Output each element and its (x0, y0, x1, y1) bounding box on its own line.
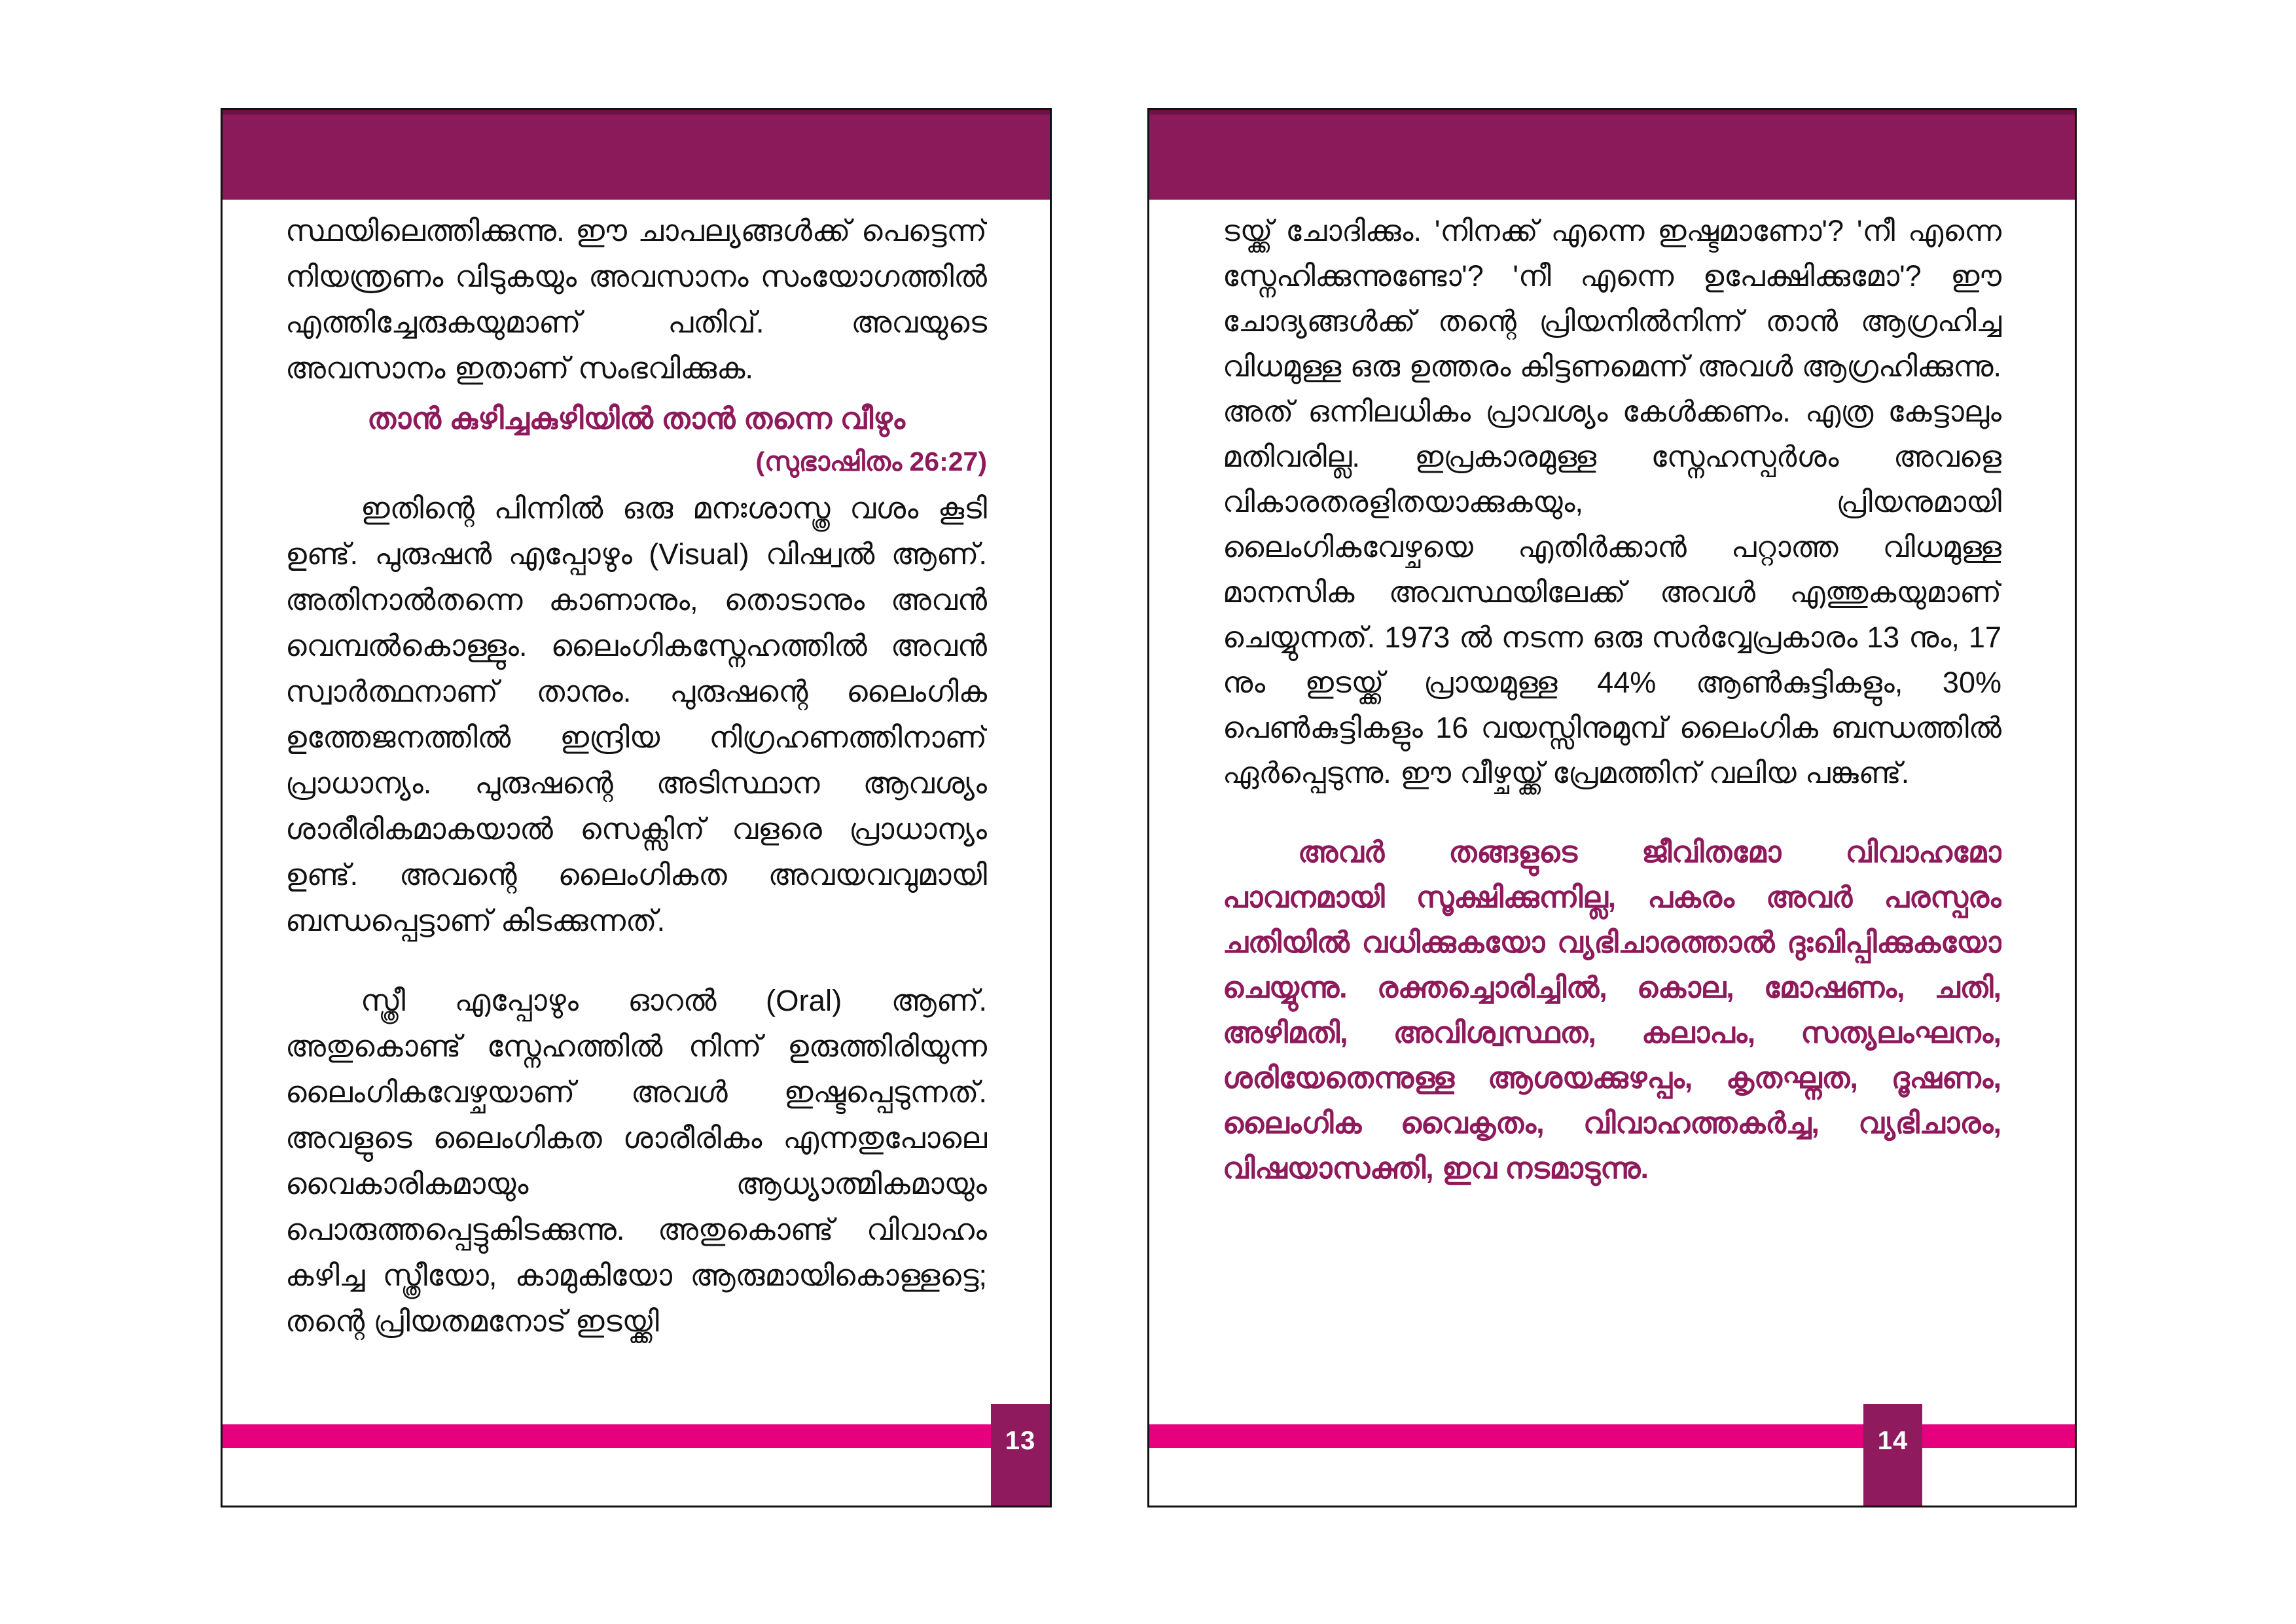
paragraph-accent-warning: അവർ തങ്ങളുടെ ജീവിതമോ വിവാഹമോ പാവനമായി സൂക്ഷിക്കുന്നില്ല, പകരം അവർ പരസ്പരം ചതിയിൽ വധിക്കുകയോ വ്യഭിചാരത്താൽ ദുഃഖിപ്പിക്കുകയോ ചെയ്യുന്നു. രക്തച്ചൊരിച്ചിൽ, കൊല, മോഷണം, ചതി, അഴിമതി, അവിശ്വസ്ഥത, കലാപം, സത്യലംഘനം, ശരിയേതെന്നുള്ള ആശയക്കുഴപ്പം, കൃതഘ്നത, ദൂഷണം, ലൈംഗിക വൈകൃതം, വിവാഹത്തകർച്ച, വ്യഭിചാരം, വിഷയാസക്തി, ഇവ നടമാടുന്നു. (1223, 835, 2001, 1185)
page-number-label: 14 (1877, 1426, 1909, 1455)
masthead-hairline (223, 110, 1050, 115)
verse-reference: (സുഭാഷിതം 26:27) (755, 446, 987, 477)
paragraph-psychology: ഇതിന്റെ പിന്നിൽ ഒരു മനഃശാസ്ത്ര വശം കൂടി ഉണ്ട്. പുരുഷൻ എപ്പോഴും (Visual) വിഷ്വൽ ആണ്. അതിനാൽതന്നെ കാണാനും, തൊടാനും അവൻ വെമ്പൽകൊള്ളും. ലൈംഗികസ്നേഹത്തിൽ അവൻ സ്വാർത്ഥനാണ് താനും. പുരുഷന്റെ ലൈംഗിക ഉത്തേജനത്തിൽ ഇന്ദ്രിയ നിഗ്രഹണത്തിനാണ് പ്രാധാന്യം. പുരുഷന്റെ അടിസ്ഥാന ആവശ്യം ശാരീരികമാകയാൽ സെക്സിന് വളരെ പ്രാധാന്യം ഉണ്ട്. അവന്റെ ലൈംഗികത അവയവവുമായി ബന്ധപ്പെട്ടാണ് കിടക്കുന്നത്. (285, 492, 987, 937)
masthead-hairline (1149, 110, 2075, 115)
paragraph-oral: സ്ത്രീ എപ്പോഴും ഓറൽ (Oral) ആണ്. അതുകൊണ്ട് സ്നേഹത്തിൽ നിന്ന് ഉരുത്തിരിയുന്ന ലൈംഗികവേഴ്ചയാണ് അവൾ ഇഷ്ടപ്പെടുന്നത്. അവളുടെ ലൈംഗികത ശാരീരികം എന്നതുപോലെ വൈകാരികമായും ആധ്യാത്മികമായും പൊരുത്തപ്പെട്ടുകിടക്കുന്നു. അതുകൊണ്ട് വിവാഹം കഴിച്ച സ്ത്രീയോ, കാമുകിയോ ആരുമായികൊള്ളട്ടെ; തന്റെ പ്രിയതമനോട് ഇടയ്ക്കി (285, 984, 987, 1338)
paragraph-opening: സ്ഥയിലെത്തിക്കുന്നു. ഈ ചാപല്യങ്ങൾക്ക് പെട്ടെന്ന് നിയന്ത്രണം വിടുകയും അവസാനം സംയോഗത്തിൽ എത്തിച്ചേരുകയുമാണ് പതിവ്. അവയുടെ അവസാനം ഇതാണ് സംഭവിക്കുക. (285, 214, 987, 385)
left-page-number-tab (991, 1404, 1050, 1506)
paragraph-questions-and-survey: ടയ്ക്ക് ചോദിക്കും. 'നിനക്ക് എന്നെ ഇഷ്ടമാണോ'? 'നീ എന്നെ സ്നേഹിക്കുന്നുണ്ടോ'? 'നീ എന്നെ ഉപേക്ഷിക്കുമോ'? ഈ ചോദ്യങ്ങൾക്ക് തന്റെ പ്രിയനിൽനിന്ന് താൻ ആഗ്രഹിച്ച വിധമുള്ള ഒരു ഉത്തരം കിട്ടണമെന്ന് അവൾ ആഗ്രഹിക്കുന്നു. അത് ഒന്നിലധികം പ്രാവശ്യം കേൾക്കണം. എത്ര കേട്ടാലും മതിവരില്ല. ഇപ്രകാരമുള്ള സ്നേഹസ്പർശം അവളെ വികാരതരളിതയാക്കുകയും, പ്രിയനുമായി ലൈംഗികവേഴ്ചയെ എതിർക്കാൻ പറ്റാത്ത വിധമുള്ള മാനസിക അവസ്ഥയിലേക്ക് അവൾ എത്തുകയുമാണ് ചെയ്യുന്നത്. 1973 ൽ നടന്ന ഒരു സർവ്വേപ്രകാരം 13 നും, 17 നും ഇടയ്ക്ക് പ്രായമുള്ള 44% ആൺകുട്ടികളും, 30% പെൺകുട്ടികളും 16 വയസ്സിനുമുമ്പ് ലൈംഗിക ബന്ധത്തിൽ ഏർപ്പെടുന്നു. ഈ വീഴ്ചയ്ക്ക് പ്രേമത്തിന് വലിയ പങ്കുണ്ട്. (1223, 214, 2001, 789)
left-page-footer-rule (223, 1424, 1050, 1448)
right-page-text-column (1223, 208, 2001, 1388)
left-page (221, 108, 1052, 1507)
right-page (1147, 108, 2077, 1507)
left-page-text-column (285, 208, 987, 1388)
page-number-label: 13 (1005, 1426, 1036, 1455)
right-page-masthead-band (1149, 110, 2075, 200)
right-page-number-tab (1863, 1404, 1922, 1506)
right-page-footer-rule (1149, 1424, 2075, 1448)
verse-quote: താൻ കുഴിച്ചകുഴിയിൽ താൻ തന്നെ വീഴും (367, 401, 905, 435)
left-page-masthead-band (223, 110, 1050, 200)
